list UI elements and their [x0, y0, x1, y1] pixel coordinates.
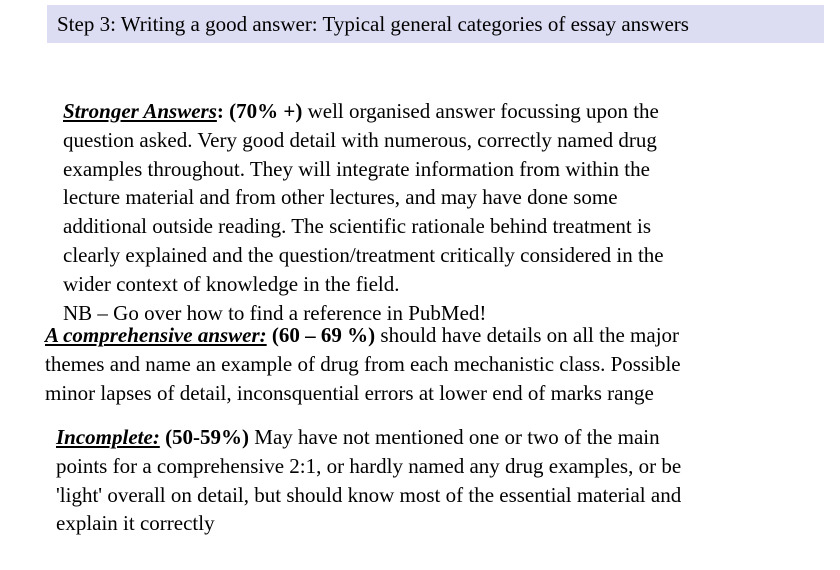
paragraph-line: clearly explained and the question/treatment critically considered in the — [63, 242, 664, 267]
paragraph-line: examples throughout. They will integrate information from within the — [63, 156, 650, 181]
category-term: A comprehensive answer: — [45, 323, 267, 347]
paragraph-line: themes and name an example of drug from each mechanistic class. Possible — [45, 351, 681, 376]
comprehensive-answer-paragraph — [45, 321, 825, 407]
category-colon: : — [216, 99, 224, 123]
paragraph-line: explain it correctly — [56, 511, 215, 536]
paragraph-line — [63, 97, 783, 126]
incomplete-answer-paragraph — [56, 423, 826, 538]
nb-note: NB – Go over how to find a reference in PubMed! — [63, 300, 487, 325]
marks-range: (60 – 69 %) — [266, 323, 376, 347]
paragraph-text: May have not mentioned one or two of the main — [249, 425, 660, 449]
category-term: Stronger Answers — [63, 99, 217, 123]
paragraph-line: 'light' overall on detail, but should know most of the essential material and — [56, 482, 682, 507]
paragraph-line — [56, 423, 826, 452]
paragraph-text: well organised answer focussing upon the — [302, 99, 659, 123]
paragraph-line: additional outside reading. The scientific rationale behind treatment is — [63, 214, 652, 239]
paragraph-line: question asked. Very good detail with numerous, correctly named drug — [63, 127, 657, 152]
marks-range: (50-59%) — [159, 425, 250, 449]
slide-title: Step 3: Writing a good answer: Typical general categories of essay answers — [57, 12, 689, 36]
paragraph-line — [45, 321, 825, 350]
slide-title-bar — [47, 5, 824, 43]
paragraph-text: should have details on all the major — [375, 323, 680, 347]
paragraph-line: points for a comprehensive 2:1, or hardly named any drug examples, or be — [56, 453, 682, 478]
paragraph-line: lecture material and from other lectures, and may have done some — [63, 185, 618, 210]
stronger-answers-paragraph — [63, 97, 783, 327]
marks-range: (70% +) — [223, 99, 303, 123]
paragraph-line: wider context of knowledge in the field. — [63, 271, 400, 296]
category-term: Incomplete: — [56, 425, 160, 449]
paragraph-line: minor lapses of detail, inconsquential errors at lower end of marks range — [45, 380, 654, 405]
